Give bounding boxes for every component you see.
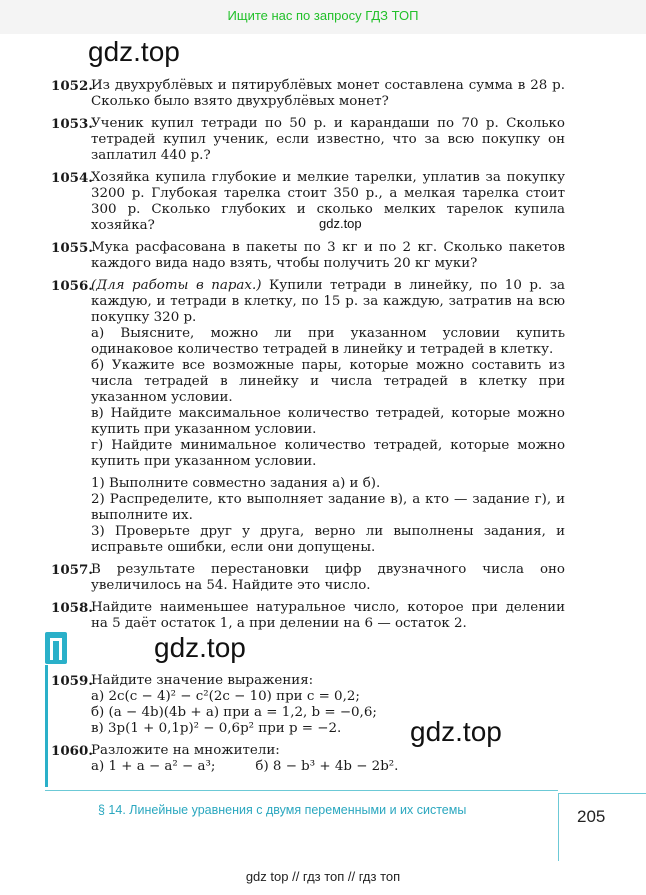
problem-text: Найдите значение выражения: [91,673,314,688]
problem-text: Ученик купил тетради по 50 р. и карандаши по 70 р. Сколько тетрадей купил ученик, если известно, что за всю покупку он заплатил 440 р.? [91,116,565,163]
step: 2) Распределите, кто выполняет задание в), а кто — задание г), и выполните их. [91,492,565,523]
problem-number: 1053. [51,116,93,132]
problem-text: Купили тетради в линейку, по 10 р. за каждую, и тетради в клетку, по 15 р. за каждую, затратив на всю покупку 320 р. [91,278,565,325]
problem-number: 1055. [51,240,93,256]
subtask: в) Найдите максимальное количество тетрадей, которые можно купить при указанном условии. [91,406,565,437]
problem-number: 1052. [51,78,93,94]
expression: б) (a − 4b)(4b + a) при a = 1,2, b = −0,6; [91,705,377,720]
expression: в) 3p(1 + 0,1p)² − 0,6p² при p = −2. [91,721,342,736]
problem-number: 1054. [51,170,93,186]
problem-list [45,78,565,638]
step: 1) Выполните совместно задания а) и б). [91,476,381,491]
problem-1055 [45,240,565,272]
subtask: г) Найдите минимальное количество тетрадей, которые можно купить при указанном условии. [91,438,565,469]
problem-1058 [45,600,565,632]
expression-row [91,759,565,775]
watermark: gdz.top [319,216,362,231]
problem-text: Из двухрублёвых и пятирублёвых монет составлена сумма в 28 р. Сколько было взято двухрублёвых монет? [91,78,565,109]
problem-number: 1059. [51,673,93,689]
expression: б) 8 − b³ + 4b − 2b². [255,759,399,774]
problem-1056 [45,278,565,556]
problem-number: 1058. [51,600,93,616]
footer-divider [45,790,558,791]
watermark: gdz.top [154,632,246,663]
watermark: gdz.top [88,36,180,67]
watermark: gdz.top [410,716,502,747]
problem-text: Найдите наименьшее натуральное число, которое при делении на 5 даёт остаток 1, а при делении на 6 — остаток 2. [91,600,565,631]
problem-number: 1056. [51,278,93,294]
banner-link[interactable]: Ищите нас по запросу ГДЗ ТОП [227,8,419,23]
problem-1054 [45,170,565,234]
problem-text: В результате перестановки цифр двузначного числа оно увеличилось на 54. Найдите это число. [91,562,565,593]
subtask: б) Укажите все возможные пары, которые можно составить из числа тетрадей в линейку и числа тетрадей в клетку при указанном условии. [91,358,565,405]
page-number-box [558,793,646,861]
problem-number: 1060. [51,743,93,759]
section-title: § 14. Линейные уравнения с двумя переменными и их системы [98,803,467,817]
expression: а) 2c(c − 4)² − c²(2c − 10) при c = 0,2; [91,689,360,704]
problem-text: Разложите на множители: [91,743,280,758]
problem-1053 [45,116,565,164]
page-number: 205 [577,807,606,826]
pair-work-note: (Для работы в парах.) [91,278,262,293]
bottom-links[interactable]: gdz top // гдз топ // гдз топ [245,869,401,884]
repetition-icon [45,632,67,664]
problem-number: 1057. [51,562,93,578]
problem-1060 [45,743,565,775]
problem-text: Мука расфасована в пакеты по 3 кг и по 2 кг. Сколько пакетов каждого вида надо взять, чтобы получить 20 кг муки? [91,240,565,271]
step: 3) Проверьте друг у друга, верно ли выполнены задания, и исправьте ошибки, если они допущены. [91,524,565,555]
subtask: а) Выясните, можно ли при указанном условии купить одинаковое количество тетрадей в линейку и тетрадей в клетку. [91,326,565,357]
expression: а) 1 + a − a² − a³; [91,759,216,774]
review-problems [45,673,565,781]
problem-1057 [45,562,565,594]
top-banner [0,0,646,34]
problem-1052 [45,78,565,110]
problem-text: Хозяйка купила глубокие и мелкие тарелки, уплатив за покупку 3200 р. Глубокая тарелка стоит 350 р., а мелкая тарелка стоит 300 р. Сколько глубоких и сколько мелких тарелок купила хозяйка? [91,170,565,233]
problem-1059 [45,673,565,737]
